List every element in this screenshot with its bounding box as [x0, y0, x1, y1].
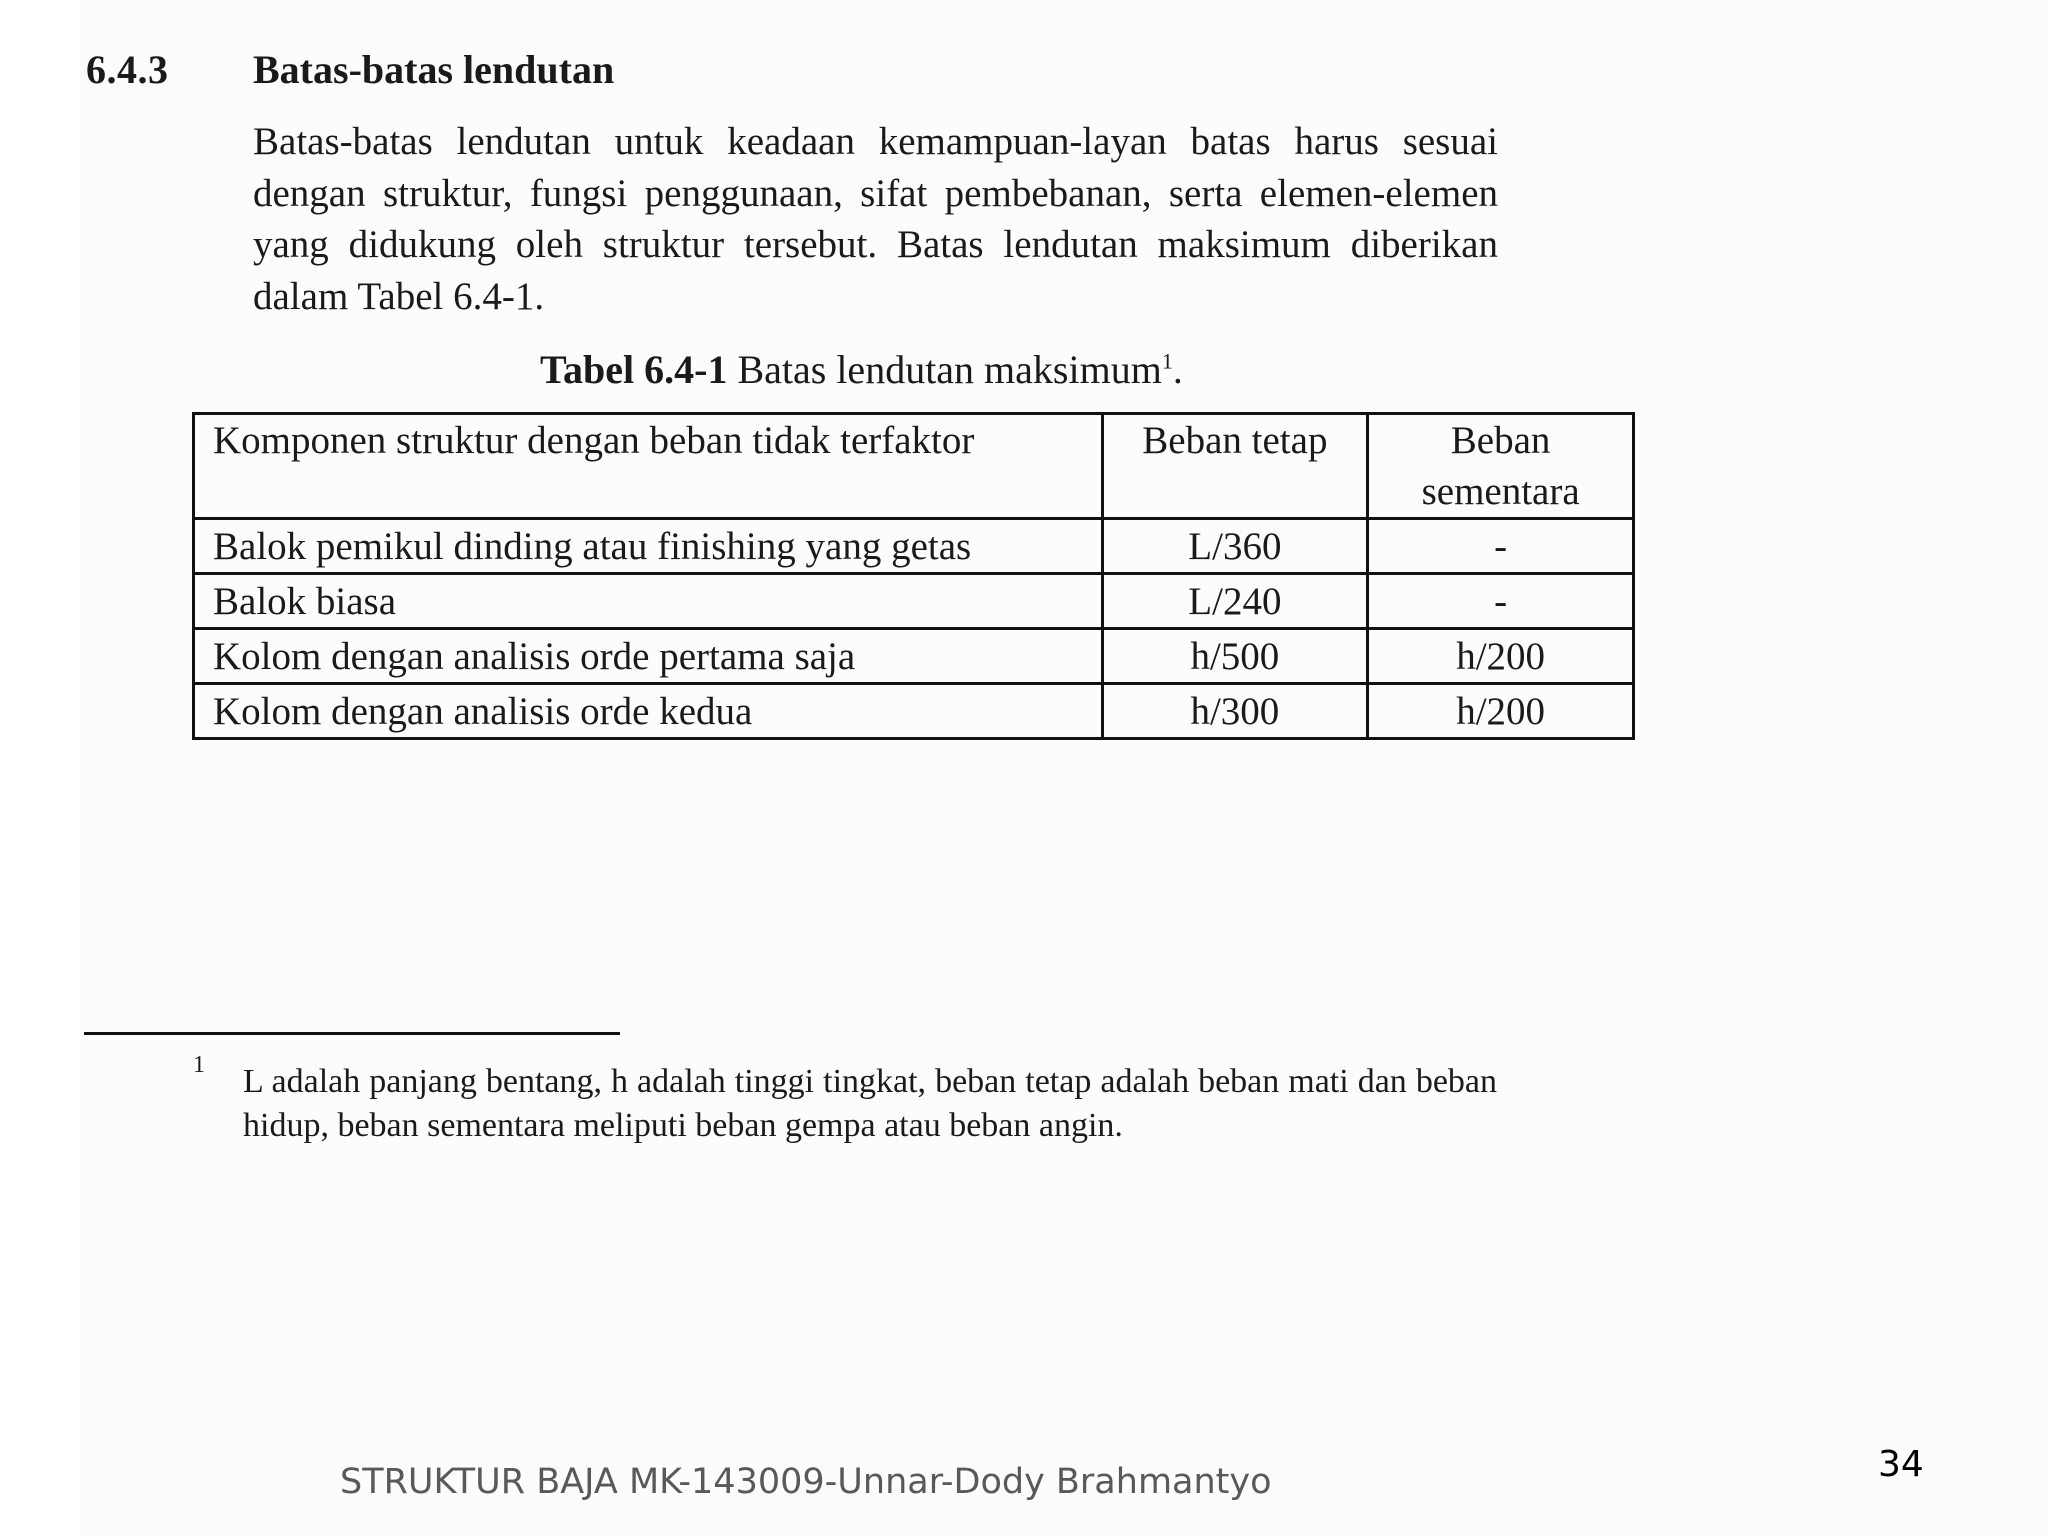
- section-title: Batas-batas lendutan: [253, 47, 615, 92]
- table-caption-text: Batas lendutan maksimum: [737, 347, 1162, 392]
- cell-temporary-load: h/200: [1368, 629, 1634, 684]
- table-caption-label: Tabel 6.4-1: [540, 347, 728, 392]
- section-number: 6.4.3: [86, 47, 169, 92]
- footnote-divider: [84, 1032, 620, 1035]
- cell-temporary-load: h/200: [1368, 684, 1634, 739]
- footnote-reference: 1: [1161, 348, 1173, 374]
- header-temporary-load: Beban sementara: [1368, 414, 1634, 519]
- table-row: [194, 629, 1634, 684]
- page-number: 34: [1878, 1444, 1924, 1485]
- table-header-row: [194, 414, 1634, 519]
- cell-component: Kolom dengan analisis orde pertama saja: [194, 629, 1103, 684]
- footnote-mark: 1: [193, 1052, 205, 1078]
- header-component: Komponen struktur dengan beban tidak terfaktor: [194, 414, 1103, 519]
- cell-component: Balok pemikul dinding atau finishing yang getas: [194, 519, 1103, 574]
- cell-permanent-load: h/300: [1102, 684, 1368, 739]
- cell-component: Balok biasa: [194, 574, 1103, 629]
- header-permanent-load: Beban tetap: [1102, 414, 1368, 519]
- cell-component: Kolom dengan analisis orde kedua: [194, 684, 1103, 739]
- cell-permanent-load: h/500: [1102, 629, 1368, 684]
- section-paragraph: Batas-batas lendutan untuk keadaan kemampuan-layan batas harus sesuai dengan struktur, fungsi penggunaan, sifat pembebanan, serta elemen-elemen yang didukung oleh struktur tersebut. Batas lendutan maksimum diberikan dalam Tabel 6.4-1.: [253, 120, 1498, 318]
- cell-permanent-load: L/240: [1102, 574, 1368, 629]
- cell-permanent-load: L/360: [1102, 519, 1368, 574]
- table-row: [194, 519, 1634, 574]
- table-row: [194, 684, 1634, 739]
- footnote-text: L adalah panjang bentang, h adalah tinggi tingkat, beban tetap adalah beban mati dan beban hidup, beban sementara meliputi beban gempa atau beban angin.: [243, 1063, 1497, 1144]
- cell-temporary-load: -: [1368, 574, 1634, 629]
- table-caption-end: .: [1172, 347, 1183, 392]
- footer-text: STRUKTUR BAJA MK-143009-Unnar-Dody Brahmantyo: [340, 1462, 1272, 1502]
- deflection-limits-table: [192, 412, 1635, 740]
- table-caption: [540, 346, 1183, 393]
- cell-temporary-load: -: [1368, 519, 1634, 574]
- table-row: [194, 574, 1634, 629]
